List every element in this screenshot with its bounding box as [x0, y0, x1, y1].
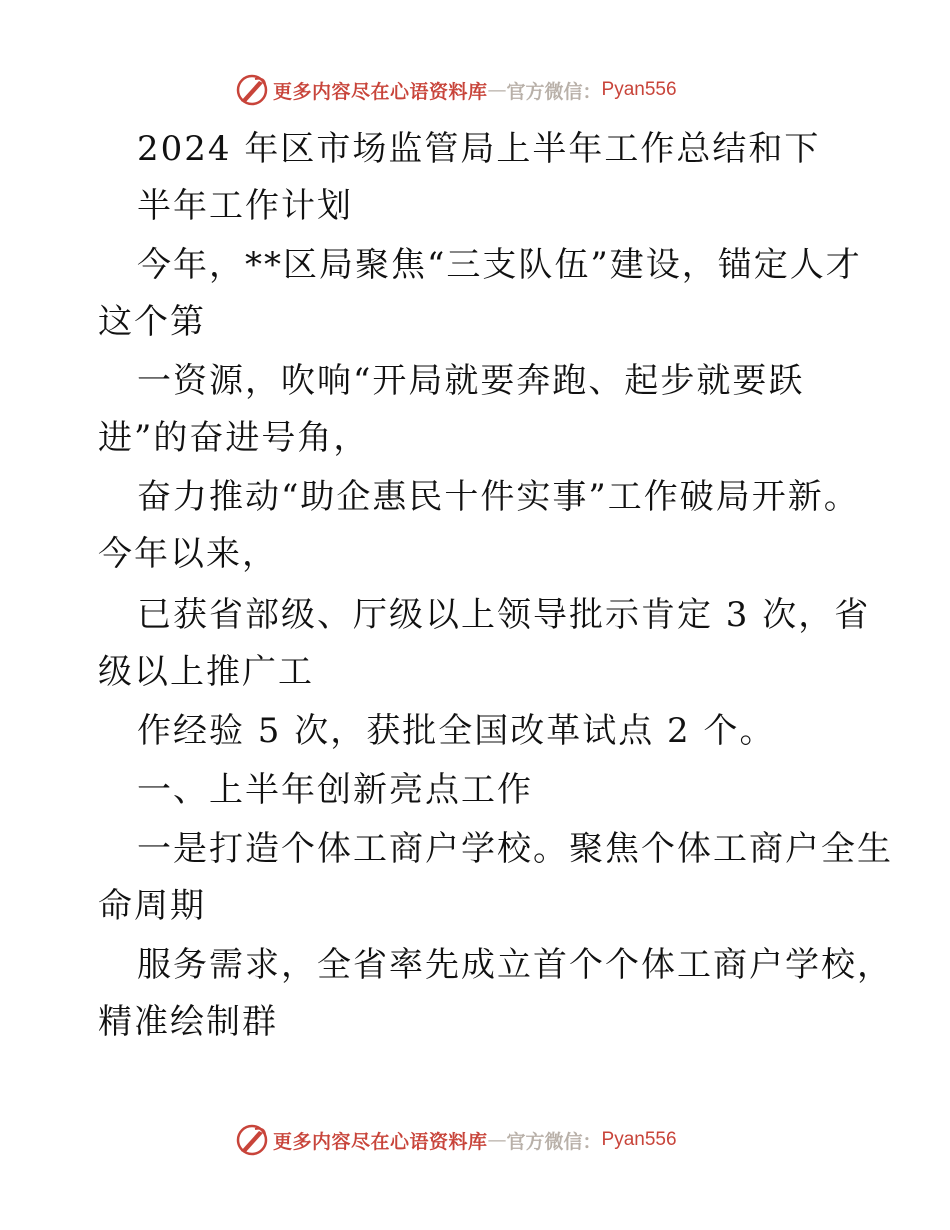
watermark-wechat-id: Pyan556	[601, 1129, 677, 1150]
paragraph-line: 级以上推广工	[98, 652, 314, 692]
watermark-wechat-id: Pyan556	[601, 79, 677, 100]
quill-pen-logo-icon	[235, 1123, 269, 1157]
watermark-separator: —	[487, 79, 507, 101]
section-heading: 一、上半年创新亮点工作	[137, 770, 533, 810]
paragraph-line: 今年，**区局聚焦“三支队伍”建设，锚定人才	[137, 245, 862, 285]
paragraph-line: 今年以来，	[98, 534, 278, 574]
paragraph-line: 命周期	[98, 886, 206, 926]
watermark-wechat-label: 官方微信：	[506, 80, 602, 103]
paragraph-line: 精准绘制群	[98, 1002, 278, 1042]
paragraph-line: 作经验 5 次，获批全国改革试点 2 个。	[137, 711, 776, 751]
document-title-line-1: 2024 年区市场监管局上半年工作总结和下	[137, 129, 821, 169]
paragraph-line: 这个第	[98, 302, 206, 342]
header-watermark	[235, 72, 677, 108]
watermark-text: 更多内容尽在心语资料库	[273, 80, 488, 103]
paragraph-line: 服务需求，全省率先成立首个个体工商户学校，	[137, 945, 893, 985]
watermark-separator: —	[487, 1129, 507, 1151]
document-title-line-2: 半年工作计划	[137, 186, 353, 226]
paragraph-line: 已获省部级、厅级以上领导批示肯定 3 次，省	[137, 595, 871, 635]
paragraph-line: 一是打造个体工商户学校。聚焦个体工商户全生	[137, 829, 893, 869]
paragraph-line: 一资源，吹响“开局就要奔跑、起步就要跃	[137, 361, 805, 401]
watermark-wechat-label: 官方微信：	[506, 1130, 602, 1153]
watermark-text: 更多内容尽在心语资料库	[273, 1130, 488, 1153]
paragraph-line: 进”的奋进号角，	[98, 418, 370, 458]
footer-watermark	[235, 1122, 677, 1158]
paragraph-line: 奋力推动“助企惠民十件实事”工作破局开新。	[137, 477, 860, 517]
quill-pen-logo-icon	[235, 73, 269, 107]
